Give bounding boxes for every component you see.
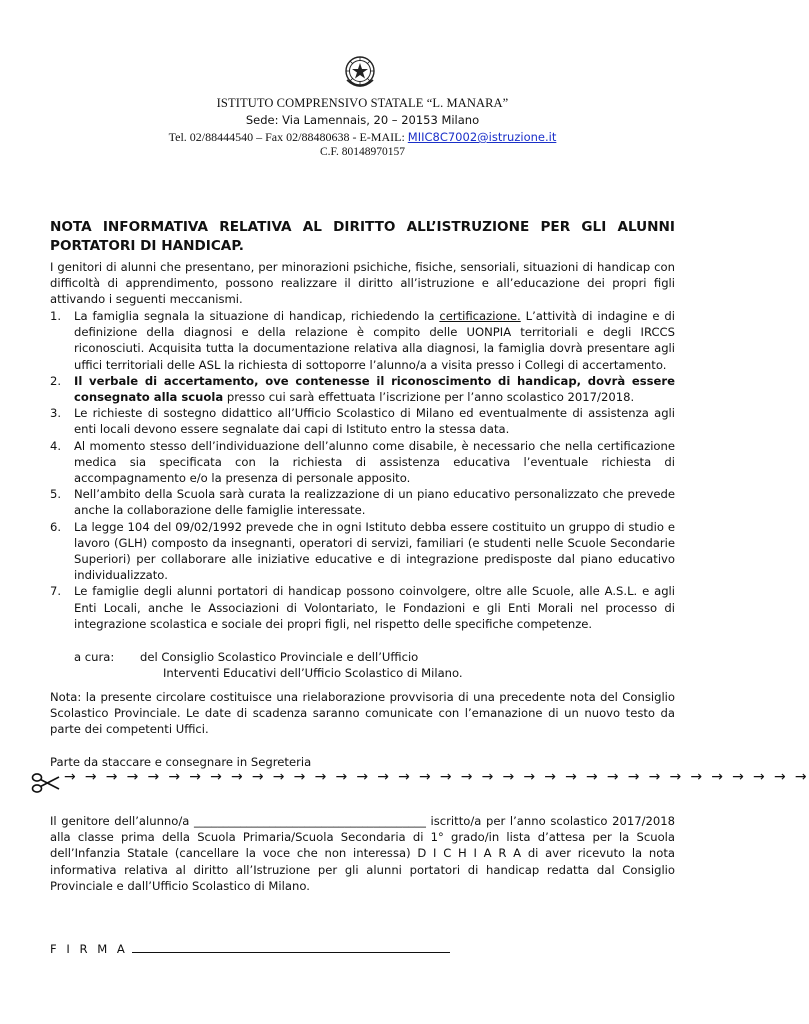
list-item-number: 5. (50, 487, 62, 502)
list-item-number: 3. (50, 406, 62, 421)
list-item-number: 1. (50, 309, 62, 323)
signature-label: F I R M A (50, 942, 128, 956)
list-item-text: La legge 104 del 09/02/1992 prevede che in ogni Istituto debba essere costituito un gruppo di studio e lavoro (GLH) composto da insegnanti, operatori di servizi, familiari (e studenti nelle Scuole Secondarie Superiori) per collaborare alle iniziative educative e di integrazione predisposte dal piano educativo individualizzato. (74, 519, 675, 583)
list-item-text: L’attività di indagine e di definizione della diagnosi e della relazione è compito delle UONPIA territoriali e degli IRCCS riconosciuti. Acquisita tutta la documentazione relativa alla diagnosi, la famiglia dovrà presentare agli uffici territoriali delle ASL la richiesta di sottoporre l’alunno/a a visita presso i Collegi di accertamento. (74, 309, 675, 372)
acura-line-2: Interventi Educativi dell’Ufficio Scolastico di Milano. (163, 666, 463, 681)
list-item (50, 519, 675, 584)
italian-republic-emblem-icon (343, 54, 377, 90)
signature-field (50, 941, 450, 957)
list-item-text: Nell’ambito della Scuola sarà curata la realizzazione di un piano educativo personalizzato che prevede anche la collaborazione delle famiglie interessate. (74, 487, 675, 518)
school-address: Sede: Via Lamennais, 20 – 20153 Milano (245, 113, 480, 127)
school-name: ISTITUTO COMPRENSIVO STATALE “L. MANARA” (216, 96, 509, 110)
list-item-number: 7. (50, 584, 62, 599)
acura-line-1: del Consiglio Scolastico Provinciale e dell’Ufficio (140, 650, 419, 664)
list-item-bold-text: Il verbale di accertamento, ove contenesse il riconoscimento di handicap, dovrà essere consegnato alla scuola (74, 373, 675, 405)
acura-block (74, 649, 674, 681)
school-contacts (0, 130, 725, 145)
cut-label: Parte da staccare e consegnare in Segreteria (50, 755, 312, 769)
list-item-text: Le famiglie degli alunni portatori di handicap possono coinvolgere, oltre alle Scuole, alle A.S.L. e agli Enti Locali, anche le Associazioni di Volontariato, le Fondazioni e gli Enti Morali nel processo di integrazione scolastica e sociale dei propri figli, nel rispetto delle specifiche competenze. (74, 584, 675, 631)
list-item-text: Al momento stesso dell’individuazione dell’alunno come disabile, è necessario che nella certificazione medica sia specificata con la richiesta di assistenza educativa l’eventuale richiesta di accompagnamento e/o la presenza di personale apposito. (74, 438, 675, 486)
list-item-number: 6. (50, 519, 62, 534)
list-item-text: presso cui sarà effettuata l’iscrizione per l’anno scolastico 2017/2018. (223, 390, 635, 405)
list-item-number: 2. (50, 373, 62, 388)
email-link[interactable]: MIIC8C7002@istruzione.it (407, 130, 557, 144)
certification-term: certificazione. (439, 309, 521, 323)
declaration-paragraph: Il genitore dell’alunno/a ________________________________________ iscritto/a per l’anno scolastico 2017/2018 alla classe prima della Scuola Primaria/Scuola Secondaria di 1° grado/in lista d’attesa per la Scuola dell’Infanzia Statale (cancellare la voce che non interessa) D I C H I A R A di aver ricevuto la nota informativa relativa al diritto all’Istruzione per gli alunni portatori di handicap redatta dal Consiglio Provinciale e dall’Ufficio Scolastico di Milano. (50, 814, 675, 893)
list-item (50, 373, 675, 405)
fiscal-code: C.F. 80148970157 (319, 146, 406, 158)
list-item-text: Le richieste di sostegno didattico all’Ufficio Scolastico di Milano ed eventualmente di assistenza agli enti locali devono essere segnalate dai capi di Istituto entro la stessa data. (74, 406, 675, 437)
document-title: NOTA INFORMATIVA RELATIVA AL DIRITTO ALL’ISTRUZIONE PER GLI ALUNNI PORTATORI DI HANDICAP. (50, 219, 675, 254)
list-item (50, 405, 675, 437)
note-paragraph: Nota: la presente circolare costituisce una rielaborazione provvisoria di una precedente nota del Consiglio Scolastico Provinciale. Le date di scadenza saranno comunicate con l’emanazione di un nuovo testo da parte dei competenti Uffici. (50, 690, 675, 737)
acura-label: a cura: (74, 650, 115, 664)
list-item (50, 438, 675, 487)
numbered-list (50, 308, 675, 632)
list-item (50, 486, 675, 518)
list-item-number: 4. (50, 438, 62, 453)
signature-line[interactable] (132, 941, 450, 953)
intro-paragraph: I genitori di alunni che presentano, per minorazioni psichiche, fisiche, sensoriali, situazioni di handicap con difficoltà di apprendimento, possono realizzare il diritto all’istruzione e all’educazione dei propri figli attivando i seguenti meccanismi. (50, 260, 675, 307)
list-item (50, 583, 675, 632)
cut-line-arrows: → → → → → → → → → → → → → → → → → → → → → → → → → → → → → → → → → → → → (64, 769, 809, 785)
scissors-icon (30, 772, 60, 794)
list-item-text: La famiglia segnala la situazione di handicap, richiedendo la (74, 309, 440, 323)
contacts-text: Tel. 02/88444540 – Fax 02/88480638 - E-MAIL: (168, 130, 408, 144)
list-item (50, 308, 675, 373)
